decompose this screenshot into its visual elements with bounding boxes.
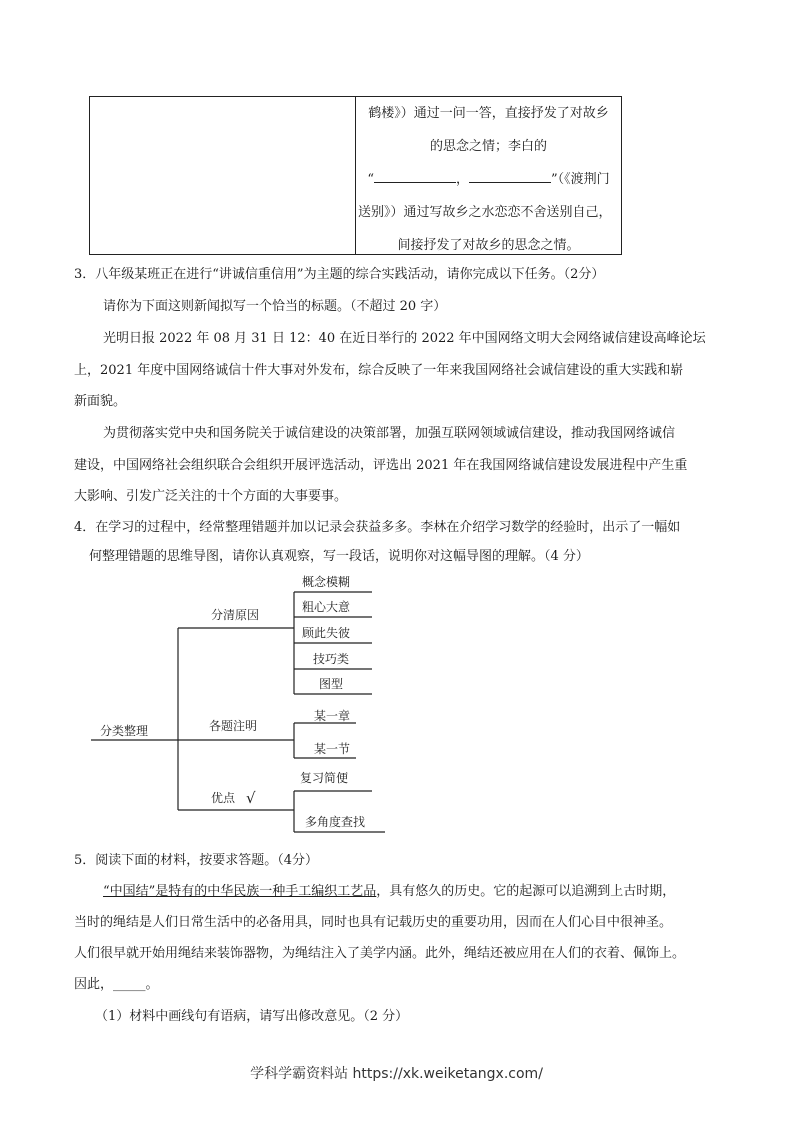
q5-sub1: （1）材料中画线句有语病，请写出修改意见。（2 分） <box>95 1009 409 1024</box>
q3-task: 请你为下面这则新闻拟写一个恰当的标题。（不超过 20 字） <box>103 299 447 314</box>
mm-leaf: 多角度查找 <box>305 815 366 829</box>
news-line: 建设，中国网络社会组织联合会组织开展评选活动，评选出 2021 年在我国网络诚信建设发展进程中产生重 <box>74 458 688 473</box>
check-icon: √ <box>246 789 256 807</box>
news-line: 新面貌。 <box>74 394 127 409</box>
q5-line: 当时的绳结是人们日常生活中的必备用具，同时也具有记载历史的重要功用，因而在人们心目中很神圣。 <box>74 915 673 930</box>
mm-branch-2: 各题注明 <box>209 719 258 733</box>
table-line: 鹤楼》）通过一问一答，直接抒发了对故乡 <box>368 106 609 121</box>
footer-watermark: 学科学霸资料站 https://xk.weiketangx.com/ <box>250 1066 543 1082</box>
mm-branch-3: 优点 <box>211 791 236 805</box>
table-line: 间接抒发了对故乡的思念之情。 <box>397 238 580 253</box>
news-line: 大影响、引发广泛关注的十个方面的大事要事。 <box>74 489 348 504</box>
news-line: 上，2021 年度中国网络诚信十件大事对外发布，综合反映了一年来我国网络社会诚信建设的重大实践和崭 <box>74 363 684 378</box>
q4-title-cont: 何整理错题的思维导图，请你认真观察，写一段话，说明你对这幅导图的理解。（4 分） <box>89 549 589 564</box>
table-line: 的思念之情；李白的 <box>429 139 547 154</box>
mm-leaf: 某一节 <box>314 742 351 756</box>
mm-leaf: 顾此失彼 <box>302 626 351 640</box>
underlined-sentence: “中国结”是特有的中华民族一种手工编织工艺品 <box>103 884 377 899</box>
q4-title: 4．在学习的过程中，经常整理错题并加以记录会获益多多。李林在介绍学习数学的经验时，出示了一幅如 <box>74 520 681 535</box>
mm-leaf: 概念模糊 <box>302 575 351 589</box>
q5-line: 人们很早就开始用绳结来装饰器物，为绳结注入了美学内涵。此外，绳结还被应用在人们的衣着、佩饰上。 <box>74 946 686 961</box>
q5-line: 因此，_____。 <box>74 977 159 992</box>
table-line-blanks: “ ， ”（《渡荆门 <box>367 172 610 187</box>
mm-leaf: 复习简便 <box>300 771 349 785</box>
table-line: 送别》）通过写故乡之水恋恋不舍送别自己， <box>358 205 612 220</box>
mm-leaf: 技巧类 <box>313 652 350 666</box>
news-line: 为贯彻落实党中央和国务院关于诚信建设的决策部署，加强互联网领域诚信建设，推动我国网络诚信 <box>103 426 676 441</box>
q5-line-1: “中国结”是特有的中华民族一种手工编织工艺品，具有悠久的历史。它的起源可以追溯到上古时期， <box>103 884 676 899</box>
q5-title: 5．阅读下面的材料，按要求答题。（4分） <box>74 853 319 868</box>
mm-leaf: 图型 <box>319 677 344 691</box>
mm-root: 分类整理 <box>100 724 149 738</box>
news-line: 光明日报 2022 年 08 月 31 日 12：40 在近日举行的 2022 年中国网络文明大会网络诚信建设高峰论坛 <box>103 331 706 346</box>
mm-branch-1: 分清原因 <box>211 608 260 622</box>
mm-leaf: 粗心大意 <box>302 600 351 614</box>
mm-leaf: 某一章 <box>314 709 351 723</box>
q3-title: 3．八年级某班正在进行“讲诚信重信用”为主题的综合实践活动，请你完成以下任务。（2分） <box>74 267 605 282</box>
